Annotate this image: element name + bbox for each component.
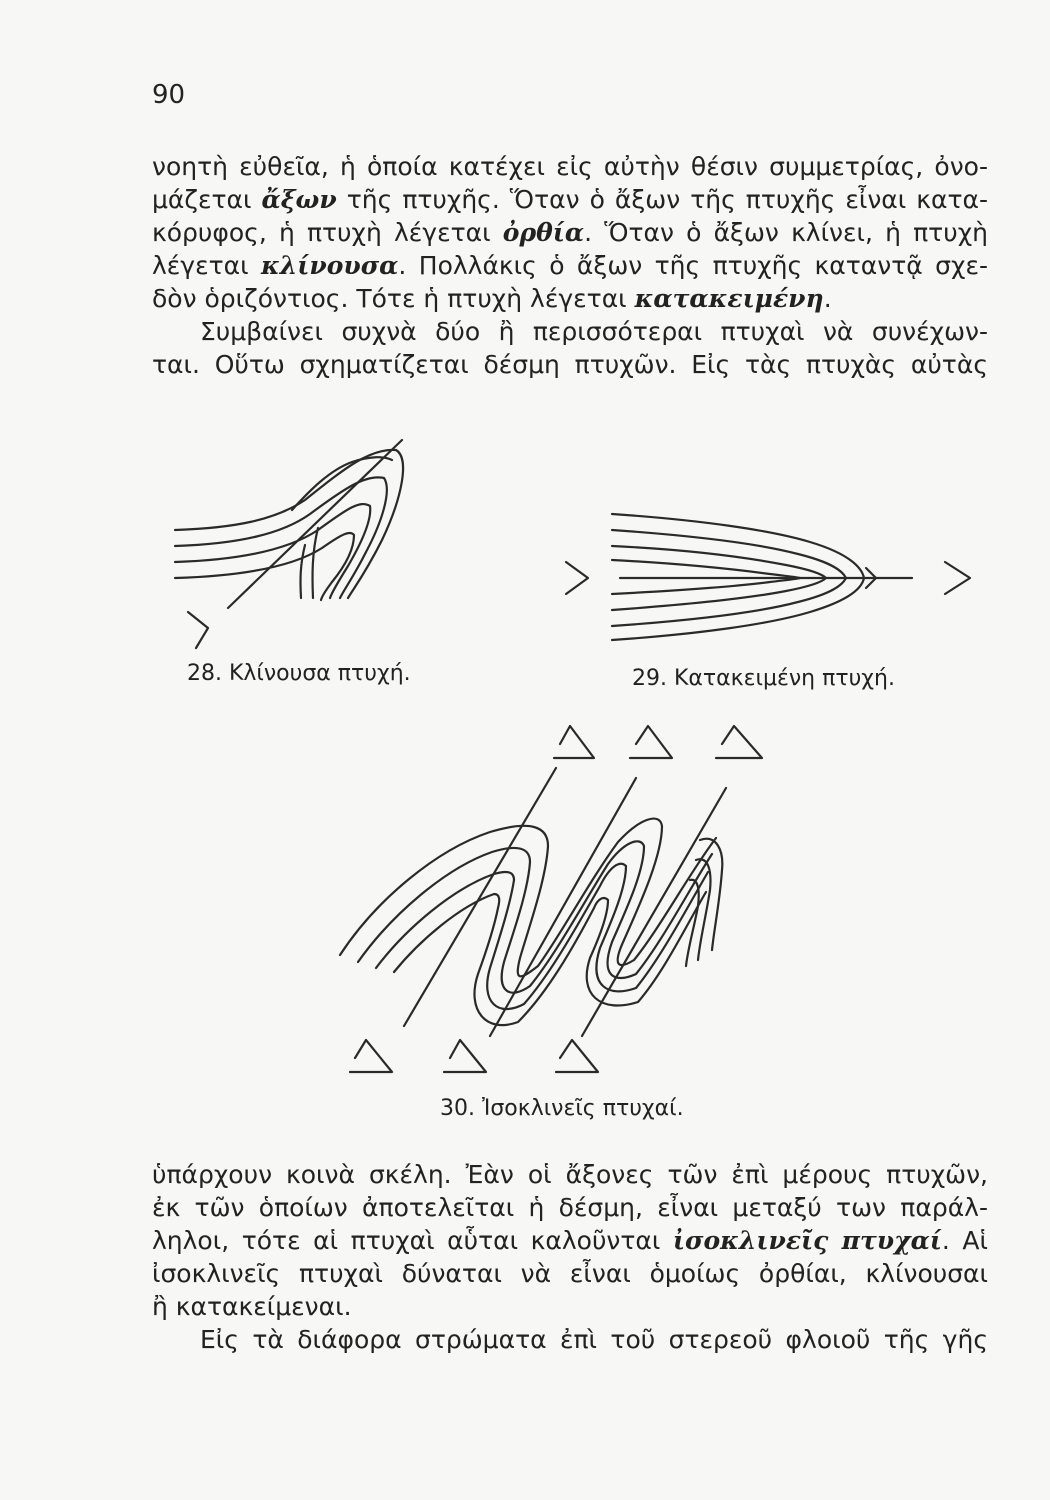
term-isoclinal-folds: ἰσοκλινεῖς πτυχαί [672,1226,942,1255]
text-line: κόρυφος, ἡ πτυχὴ λέγεται ὀρθία. Ὅταν ὁ ἄξων κλίνει, ἡ πτυχὴ [152,218,988,247]
text-line: ἢ κατακείμεναι. [152,1292,352,1321]
figure-30-caption: 30. Ἰσοκλινεῖς πτυχαί. [440,1096,684,1121]
term-axis: ἄξων [261,185,337,214]
text-line: ἰσοκλινεῖς πτυχαὶ δύναται νὰ εἶναι ὁμοίως ὀρθίαι, κλίνουσαι [152,1259,988,1288]
term-upright: ὀρθία [502,218,585,247]
inclined-fold-diagram [175,440,403,648]
text-line: Συμβαίνει συχνὰ δύο ἢ περισσότεραι πτυχαὶ νὰ συνέχων- [200,317,988,346]
recumbent-fold-diagram [566,514,970,640]
figure-28-caption: 28. Κλίνουσα πτυχή. [187,661,411,686]
page-number: 90 [152,80,186,110]
figure-29-caption: 29. Κατακειμένη πτυχή. [632,666,895,691]
term-recumbent: κατακειμένη [634,284,824,313]
bottom-paragraph [152,1158,988,1356]
text-line: δὸν ὁριζόντιος. Τότε ἡ πτυχὴ λέγεται κατακειμένη. [152,284,832,313]
text-line: μάζεται ἄξων τῆς πτυχῆς. Ὅταν ὁ ἄξων τῆς πτυχῆς εἶναι κατα- [152,185,989,214]
text-line: ὑπάρχουν κοινὰ σκέλη. Ἐὰν οἱ ἄξονες τῶν ἐπὶ μέρους πτυχῶν, [152,1160,988,1189]
text-line: νοητὴ εὐθεῖα, ἡ ὁποία κατέχει εἰς αὐτὴν θέσιν συμμετρίας, ὀνο- [152,152,988,181]
text-line: λέγεται κλίνουσα. Πολλάκις ὁ ἄξων τῆς πτυχῆς καταντᾷ σχε- [152,251,988,280]
text-line: ται. Οὕτω σχηματίζεται δέσμη πτυχῶν. Εἰς τὰς πτυχὰς αὐτὰς [152,350,988,379]
isoclinal-folds-diagram [340,726,762,1072]
text-line: Εἰς τὰ διάφορα στρώματα ἐπὶ τοῦ στερεοῦ φλοιοῦ τῆς γῆς [200,1325,988,1354]
text-line: ἐκ τῶν ὁποίων ἀποτελεῖται ἡ δέσμη, εἶναι μεταξύ των παράλ- [152,1193,988,1222]
term-inclined: κλίνουσα [261,251,399,280]
text-line: ληλοι, τότε αἱ πτυχαὶ αὗται καλοῦνται ἰσοκλινεῖς πτυχαί. Αἱ [152,1226,988,1255]
